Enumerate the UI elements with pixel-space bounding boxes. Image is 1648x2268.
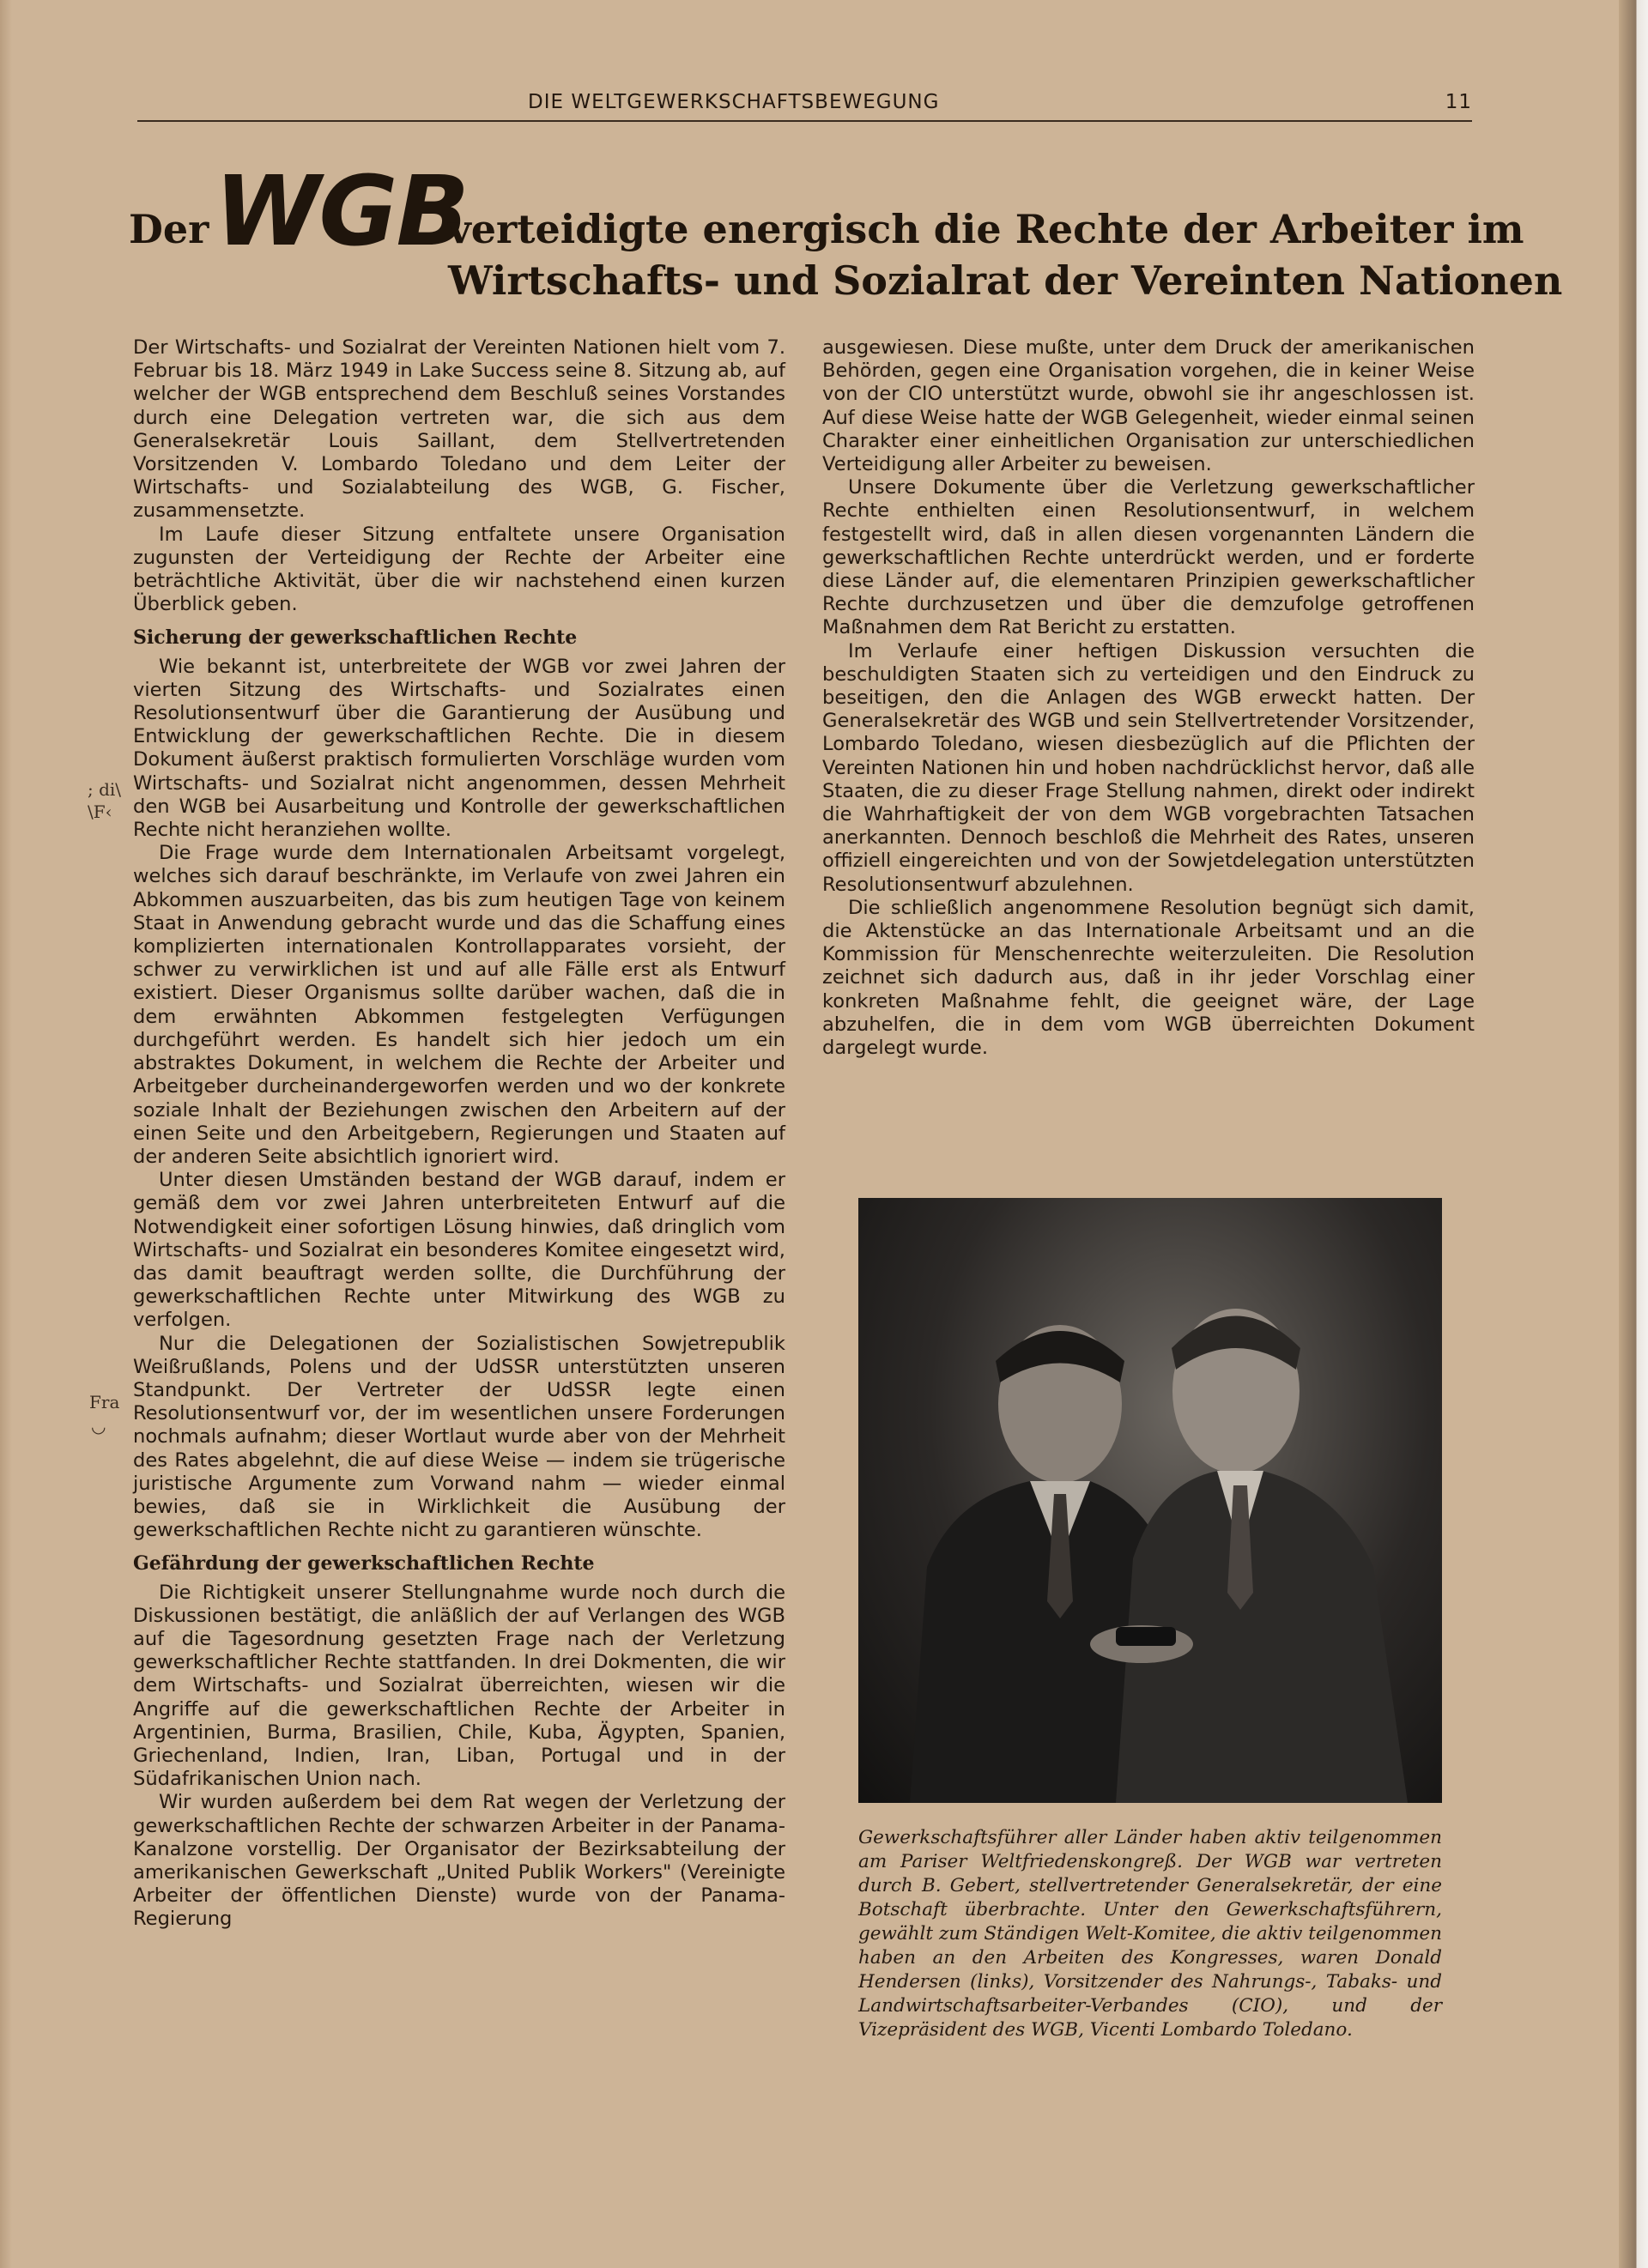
- margin-note: Fra: [89, 1392, 120, 1412]
- page-right-edge: [1619, 0, 1648, 2268]
- held-object: [1116, 1627, 1176, 1646]
- intro-paragraph: Der Wirtschafts- und Sozialrat der Vereinten Nationen hielt vom 7. Februar bis 18. März 1949 in Lake Success seine 8. Sitzung ab, auf welcher der WGB entsprechend dem Beschluß seines Vorstandes durch eine Delegation vertreten war, die sich aus dem Generalsekretär Louis Saillant, dem Stellvertretenden Vorsitzenden V. Lombardo Toledano und dem Leiter der Wirtschafts- und Sozialabteilung des WGB, G. Fischer, zusammensetzte.: [133, 336, 785, 523]
- intro-paragraph: Im Laufe dieser Sitzung entfaltete unsere Organisation zugunsten der Verteidigung der Rechte der Arbeiter eine beträchtliche Aktivität, über die wir nachstehend einen kurzen Überblick geben.: [133, 523, 785, 616]
- body-paragraph: Wie bekannt ist, unterbreitete der WGB vor zwei Jahren der vierten Sitzung des Wirtschafts- und Sozialrates einen Resolutionsentwurf über die Garantierung der Ausübung und Entwicklung der gewerkschaftlichen Rechte. Die in diesem Dokument äußerst praktisch formulierten Vorschläge wurden vom Wirtschafts- und Sozialrat nicht angenommen, dessen Mehrheit den WGB bei Ausarbeitung und Kontrolle der gewerkschaftlichen Rechte nicht heranziehen wollte.: [133, 655, 785, 842]
- headline-prefix: Der: [129, 206, 209, 252]
- photo-caption: Gewerkschaftsführer aller Länder haben aktiv teilgenommen am Pariser Weltfriedenskongreß. Der WGB war vertreten durch B. Gebert, stellvertretender Generalsekretär, der eine Botschaft überbrachte. Unter den Gewerkschaftsführern, gewählt zum Ständigen Welt-Komitee, die aktiv teilgenommen haben an den Arbeiten des Kongresses, waren Donald Hendersen (links), Vorsitzender des Nahrungs-, Tabaks- und Landwirtschaftsarbeiter-Verbandes (CIO), und der Vizepräsident des WGB, Vicenti Lombardo Toledano.: [858, 1827, 1442, 2041]
- section-heading: Sicherung der gewerkschaftlichen Rechte: [133, 626, 578, 650]
- section-heading: Gefährdung der gewerkschaftlichen Rechte: [133, 1552, 595, 1576]
- left-column: [133, 336, 785, 1932]
- page-number: 11: [1445, 91, 1472, 113]
- margin-note: ; di\: [88, 779, 122, 800]
- running-head-title: DIE WELTGEWERKSCHAFTSBEWEGUNG: [528, 91, 940, 113]
- photo-illustration: [858, 1198, 1442, 1803]
- photo-two-union-leaders: [858, 1198, 1442, 1803]
- body-paragraph: Die schließlich angenommene Resolution begnügt sich damit, die Aktenstücke an das Internationale Arbeitsamt und an die Kommission für Menschenrechte weiterzuleiten. Die Resolution zeichnet sich dadurch aus, daß in ihr jeder Vorschlag einer konkreten Maßnahme fehlt, die geeignet wäre, der Lage abzuhelfen, die in dem vom WGB überreichten Dokument dargelegt wurde.: [822, 896, 1475, 1060]
- body-paragraph: Im Verlaufe einer heftigen Diskussion versuchten die beschuldigten Staaten sich zu verteidigen und den Eindruck zu beseitigen, den die Anlagen des WGB erweckt hatten. Der Generalsekretär des WGB und sein Stellvertretender Vorsitzender, Lombardo Toledano, wiesen diesbezüglich auf die Pflichten der Vereinten Nationen hin und hoben nachdrücklichst hervor, daß alle Staaten, die zu dieser Frage Stellung nahmen, direkt oder indirekt die Wahrhaftigkeit der von dem WGB vorgebrachten Tatsachen anerkannten. Dennoch beschloß die Mehrheit des Rates, unseren offiziell eingereichten und von der Sowjetdelegation unterstützten Resolutionsentwurf abzulehnen.: [822, 639, 1475, 896]
- page-left-edge: [0, 0, 12, 2268]
- running-head: [137, 91, 1472, 122]
- body-paragraph: Wir wurden außerdem bei dem Rat wegen der Verletzung der gewerkschaftlichen Rechte der schwarzen Arbeiter in der Panama-Kanalzone vorstellig. Der Organisator der Bezirksabteilung der amerikanischen Gewerkschaft „United Publik Workers" (Vereinigte Arbeiter der öffentlichen Dienste) wurde von der Panama-Regierung: [133, 1791, 785, 1931]
- body-paragraph: Unsere Dokumente über die Verletzung gewerkschaftlicher Rechte enthielten einen Resolutionsentwurf, in welchem festgestellt wird, daß in allen diesen vorgenannten Ländern die gewerkschaftlichen Rechte unterdrückt werden, und er forderte diese Länder auf, die elementaren Prinzipien gewerkschaftlicher Rechte durchzusetzen und über die demzufolge getroffenen Maßnahmen dem Rat Bericht zu erstatten.: [822, 476, 1475, 639]
- right-column: [822, 336, 1475, 1060]
- margin-note: \F‹: [88, 801, 112, 822]
- headline-line-2: Wirtschafts- und Sozialrat der Vereinten Nationen: [448, 257, 1563, 304]
- body-paragraph: Die Frage wurde dem Internationalen Arbeitsamt vorgelegt, welches sich darauf beschränkte, im Verlaufe von zwei Jahren ein Abkommen auszuarbeiten, das bis zum heutigen Tage von keinem Staat in Anwendung gebracht wurde und das die Schaffung eines komplizierten internationalen Kontrollapparates vorsieht, der schwer zu verwirklichen ist und auf alle Fälle erst als Entwurf existiert. Dieser Organismus sollte darüber wachen, daß die in dem erwähnten Abkommen festgelegten Verfügungen durchgeführt werden. Es handelt sich hier jedoch um ein abstraktes Dokument, in welchem die Rechte der Arbeiter und Arbeitgeber durcheinandergeworfen werden und wo der konkrete soziale Inhalt der Beziehungen zwischen den Arbeitern auf der einen Seite und den Arbeitgebern, Regierungen und Staaten auf der anderen Seite absichtlich ignoriert wird.: [133, 842, 785, 1168]
- headline-text-1: verteidigte energisch die Rechte der Arbeiter im: [448, 206, 1524, 252]
- body-paragraph: Unter diesen Umständen bestand der WGB darauf, indem er gemäß dem vor zwei Jahren unterbreiteten Entwurf auf die Notwendigkeit einer sofortigen Lösung hinwies, daß dringlich vom Wirtschafts- und Sozialrat ein besonderes Komitee eingesetzt wird, das damit beauftragt werden sollte, die Durchführung der gewerkschaftlichen Rechte unter Mitwirkung des WGB zu verfolgen.: [133, 1169, 785, 1332]
- body-paragraph: Die Richtigkeit unserer Stellungnahme wurde noch durch die Diskussionen bestätigt, die anläßlich der auf Verlangen des WGB auf die Tagesordnung gesetzten Frage nach der Verletzung gewerkschaftlicher Rechte stattfanden. In drei Dokmenten, die wir dem Wirtschafts- und Sozialrat überreichten, wiesen wir die Angriffe auf die gewerkschaftlichen Rechte der Arbeiter in Argentinien, Burma, Brasilien, Chile, Kuba, Ägypten, Spanien, Griechenland, Indien, Iran, Liban, Portugal und in der Südafrikanischen Union nach.: [133, 1581, 785, 1791]
- body-paragraph: Nur die Delegationen der Sozialistischen Sowjetrepublik Weißrußlands, Polens und der UdSSR unterstützten unseren Standpunkt. Der Vertreter der UdSSR legte einen Resolutionsentwurf vor, der im wesentlichen unsere Forderungen nochmals aufnahm; dieser Wortlaut wurde aber von der Mehrheit des Rates abgelehnt, die auf diese Weise — indem sie trügerische juristische Argumente zum Vorwand nahm — wieder einmal bewies, daß sie in Wirklichkeit die Ausübung der gewerkschaftlichen Rechte nicht zu garantieren wünschte.: [133, 1332, 785, 1542]
- body-paragraph: ausgewiesen. Diese mußte, unter dem Druck der amerikanischen Behörden, gegen eine Organisation vorgehen, die in keiner Weise von der CIO unterstützt wurde, obwohl sie ihr angeschlossen ist. Auf diese Weise hatte der WGB Gelegenheit, wieder einmal seinen Charakter einer einheitlichen Organisation zur unterschiedlichen Verteidigung aller Arbeiter zu beweisen.: [822, 336, 1475, 476]
- margin-note: ◡: [91, 1416, 106, 1436]
- wgb-logo: WGB: [215, 156, 468, 268]
